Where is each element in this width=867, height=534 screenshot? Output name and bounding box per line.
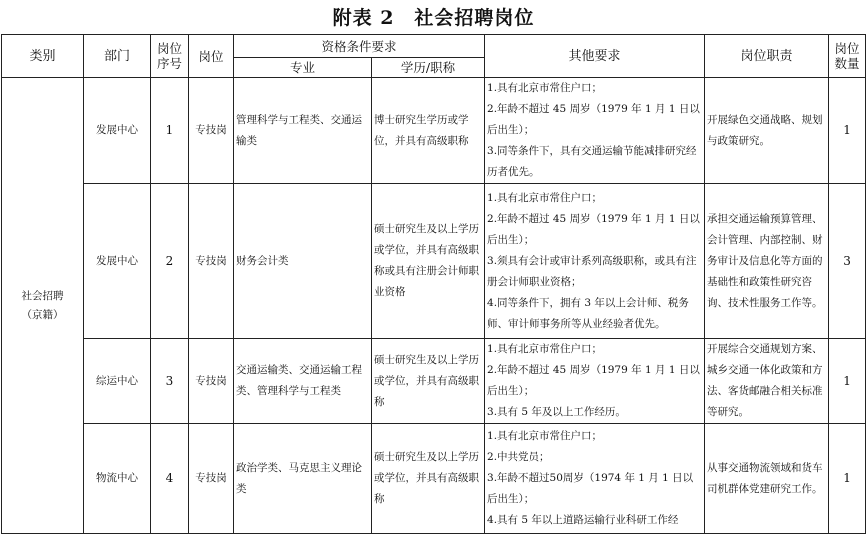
education-cell: 硕士研究生及以上学历或学位，并具有高级职称 <box>372 424 485 534</box>
position-cell: 专技岗 <box>189 184 234 339</box>
department-cell: 综运中心 <box>84 339 151 424</box>
header-education: 学历/职称 <box>372 58 485 78</box>
other-requirements-cell <box>485 424 705 534</box>
header-major: 专业 <box>234 58 372 78</box>
department-cell: 发展中心 <box>84 184 151 339</box>
table-row <box>2 339 866 424</box>
other-requirements-text: 1.具有北京市常住户口； 2.年龄不超过 45 周岁（1979 年 1 月 1 日以后出生）； 3.具有 5 年及以上工作经历。 <box>487 343 700 418</box>
position-no-cell: 1 <box>151 78 189 184</box>
count-cell: 3 <box>829 184 866 339</box>
other-requirements-text: 1.具有北京市常住户口； 2.中共党员； 3.年龄不超过50周岁（1974 年 1 月 1 日以后出生）； 4.具有 5 年以上道路运输行业科研工作经 <box>487 430 694 526</box>
duties-cell: 开展综合交通规划方案、城乡交通一体化政策和方法、客货邮融合相关标准等研究。 <box>705 339 829 424</box>
duties-cell: 承担交通运输预算管理、会计管理、内部控制、财务审计及信息化等方面的基础性和政策性研究咨询、技术性服务工作等。 <box>705 184 829 339</box>
count-cell: 1 <box>829 339 866 424</box>
major-cell: 财务会计类 <box>234 184 372 339</box>
recruitment-table <box>1 34 866 534</box>
education-cell: 博士研究生学历或学位，并具有高级职称 <box>372 78 485 184</box>
table-row <box>2 424 866 534</box>
position-cell: 专技岗 <box>189 78 234 184</box>
position-cell: 专技岗 <box>189 424 234 534</box>
position-no-cell: 3 <box>151 339 189 424</box>
position-cell: 专技岗 <box>189 339 234 424</box>
category-line1: 社会招聘 <box>21 289 64 302</box>
header-row <box>2 35 866 58</box>
other-requirements-text: 1.具有北京市常住户口； 2.年龄不超过 45 周岁（1979 年 1 月 1 日以后出生）； 3.须具有会计或审计系列高级职称，或具有注册会计师职业资格； 4.同等条件下，拥有 3 年以上会计师、税务师、审计师事务所等从业经验者优先。 <box>487 191 700 330</box>
duties-cell: 开展绿色交通战略、规划与政策研究。 <box>705 78 829 184</box>
other-requirements-cell <box>485 184 705 339</box>
duties-cell: 从事交通物流领域和货车司机群体党建研究工作。 <box>705 424 829 534</box>
position-no-cell: 4 <box>151 424 189 534</box>
major-cell: 政治学类、马克思主义理论类 <box>234 424 372 534</box>
header-duties: 岗位职责 <box>705 35 829 78</box>
education-cell: 硕士研究生及以上学历或学位，并具有高级职称 <box>372 339 485 424</box>
page-title: 附表 2 社会招聘岗位 <box>332 7 535 29</box>
header-other: 其他要求 <box>485 35 705 78</box>
category-line2: （京籍） <box>21 308 64 321</box>
header-qualifications: 资格条件要求 <box>234 35 485 58</box>
count-cell: 1 <box>829 424 866 534</box>
department-cell: 发展中心 <box>84 78 151 184</box>
major-cell: 管理科学与工程类、交通运输类 <box>234 78 372 184</box>
department-cell: 物流中心 <box>84 424 151 534</box>
category-cell <box>2 78 84 534</box>
header-count: 岗位数量 <box>829 35 866 78</box>
count-cell: 1 <box>829 78 866 184</box>
other-requirements-cell <box>485 78 705 184</box>
header-position: 岗位 <box>189 35 234 78</box>
table-row <box>2 78 866 184</box>
table-row <box>2 184 866 339</box>
header-category: 类别 <box>2 35 84 78</box>
position-no-cell: 2 <box>151 184 189 339</box>
major-cell: 交通运输类、交通运输工程类、管理科学与工程类 <box>234 339 372 424</box>
other-requirements-text: 1.具有北京市常住户口； 2.年龄不超过 45 周岁（1979 年 1 月 1 日以后出生）； 3.同等条件下，具有交通运输节能减排研究经历者优先。 <box>487 82 700 178</box>
header-department: 部门 <box>84 35 151 78</box>
other-requirements-cell <box>485 339 705 424</box>
education-cell: 硕士研究生及以上学历或学位，并具有高级职称或具有注册会计师职业资格 <box>372 184 485 339</box>
header-position-no: 岗位序号 <box>151 35 189 78</box>
